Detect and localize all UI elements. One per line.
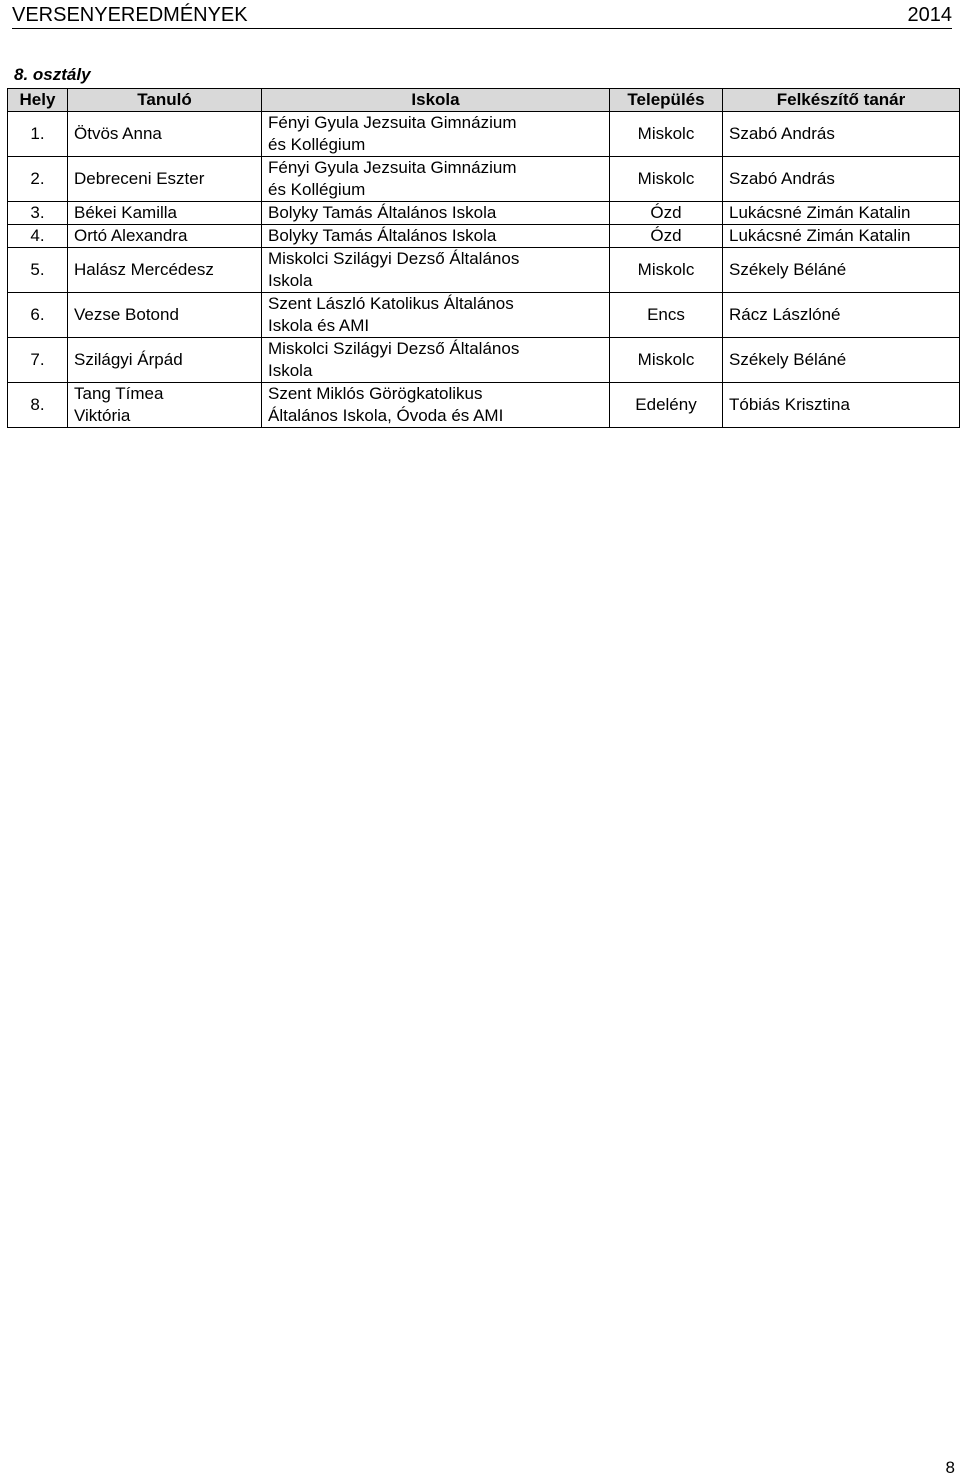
place-cell: 1. xyxy=(8,112,68,157)
student-cell xyxy=(68,338,262,383)
town-cell: Encs xyxy=(610,293,723,338)
school-cell xyxy=(262,383,610,428)
table-row xyxy=(8,157,960,202)
student-name-line: Ötvös Anna xyxy=(74,124,162,143)
town-cell: Miskolc xyxy=(610,338,723,383)
student-name-line: Debreceni Eszter xyxy=(74,169,205,188)
town-cell: Miskolc xyxy=(610,248,723,293)
student-cell xyxy=(68,157,262,202)
student-cell xyxy=(68,248,262,293)
school-name-line: Iskola xyxy=(268,361,313,380)
school-name-line: Bolyky Tamás Általános Iskola xyxy=(268,203,497,222)
teacher-cell: Lukácsné Zimán Katalin xyxy=(723,202,960,225)
school-name-line: Miskolci Szilágyi Dezső Általános xyxy=(268,249,520,268)
school-name-line: és Kollégium xyxy=(268,135,366,154)
school-cell xyxy=(262,225,610,248)
student-cell xyxy=(68,293,262,338)
school-name-line: Fényi Gyula Jezsuita Gimnázium xyxy=(268,113,517,132)
results-table xyxy=(7,88,960,428)
school-name-line: Iskola xyxy=(268,271,313,290)
school-name-line: Szent Miklós Görögkatolikus xyxy=(268,384,483,403)
student-cell xyxy=(68,383,262,428)
teacher-cell: Székely Béláné xyxy=(723,248,960,293)
teacher-cell: Tóbiás Krisztina xyxy=(723,383,960,428)
student-name-line: Szilágyi Árpád xyxy=(74,350,183,369)
column-header-student: Tanuló xyxy=(68,89,262,112)
results-body xyxy=(8,112,960,428)
document-year: 2014 xyxy=(907,4,952,26)
school-name-line: Fényi Gyula Jezsuita Gimnázium xyxy=(268,158,517,177)
school-name-line: és Kollégium xyxy=(268,180,366,199)
student-name-line: Békei Kamilla xyxy=(74,203,177,222)
school-name-line: Miskolci Szilágyi Dezső Általános xyxy=(268,339,520,358)
student-name-line: Tang Tímea xyxy=(74,384,164,403)
place-cell: 5. xyxy=(8,248,68,293)
column-header-teacher: Felkészítő tanár xyxy=(723,89,960,112)
column-header-town: Település xyxy=(610,89,723,112)
teacher-cell: Székely Béláné xyxy=(723,338,960,383)
town-cell: Ózd xyxy=(610,225,723,248)
student-cell xyxy=(68,225,262,248)
teacher-cell: Rácz Lászlóné xyxy=(723,293,960,338)
table-row xyxy=(8,225,960,248)
table-row xyxy=(8,202,960,225)
town-cell: Ózd xyxy=(610,202,723,225)
school-name-line: Szent László Katolikus Általános xyxy=(268,294,514,313)
column-header-place: Hely xyxy=(8,89,68,112)
student-name-line: Halász Mercédesz xyxy=(74,260,214,279)
school-cell xyxy=(262,293,610,338)
page-number: 8 xyxy=(945,1458,955,1477)
place-cell: 4. xyxy=(8,225,68,248)
school-name-line: Bolyky Tamás Általános Iskola xyxy=(268,226,497,245)
column-header-school: Iskola xyxy=(262,89,610,112)
document-title: VERSENYEREDMÉNYEK xyxy=(12,4,248,26)
place-cell: 3. xyxy=(8,202,68,225)
table-row xyxy=(8,293,960,338)
teacher-cell: Szabó András xyxy=(723,112,960,157)
town-cell: Miskolc xyxy=(610,112,723,157)
section-title: 8. osztály xyxy=(14,65,91,84)
table-row xyxy=(8,338,960,383)
teacher-cell: Szabó András xyxy=(723,157,960,202)
page-header xyxy=(12,2,952,29)
town-cell: Miskolc xyxy=(610,157,723,202)
town-cell: Edelény xyxy=(610,383,723,428)
place-cell: 6. xyxy=(8,293,68,338)
table-row xyxy=(8,248,960,293)
table-row xyxy=(8,383,960,428)
student-cell xyxy=(68,202,262,225)
table-row xyxy=(8,112,960,157)
school-cell xyxy=(262,338,610,383)
student-name-line: Vezse Botond xyxy=(74,305,179,324)
school-name-line: Általános Iskola, Óvoda és AMI xyxy=(268,406,504,425)
school-name-line: Iskola és AMI xyxy=(268,316,370,335)
school-cell xyxy=(262,202,610,225)
school-cell xyxy=(262,248,610,293)
school-cell xyxy=(262,112,610,157)
place-cell: 7. xyxy=(8,338,68,383)
teacher-cell: Lukácsné Zimán Katalin xyxy=(723,225,960,248)
student-cell xyxy=(68,112,262,157)
place-cell: 2. xyxy=(8,157,68,202)
student-name-line: Ortó Alexandra xyxy=(74,226,188,245)
school-cell xyxy=(262,157,610,202)
header-row xyxy=(8,89,960,112)
student-name-line: Viktória xyxy=(74,406,131,425)
place-cell: 8. xyxy=(8,383,68,428)
